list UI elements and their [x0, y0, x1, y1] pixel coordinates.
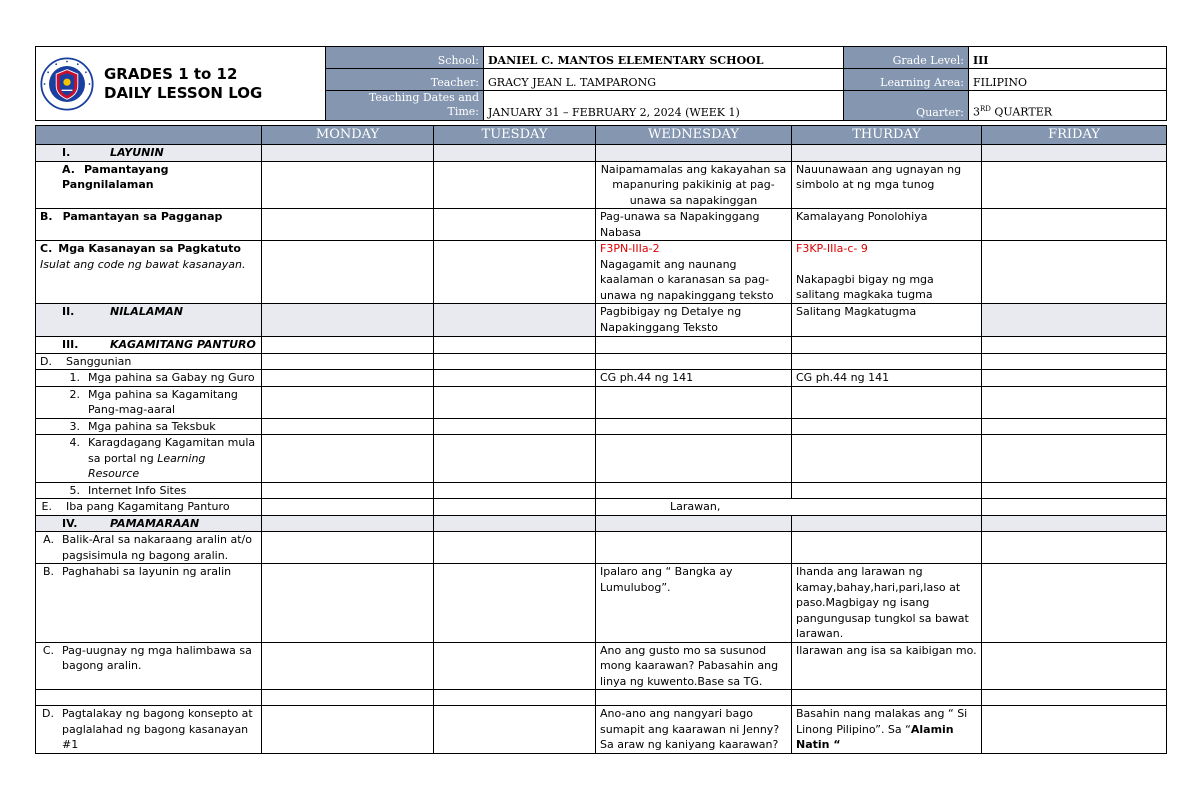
learning-area-value: FILIPINO — [969, 69, 1167, 91]
row-title: Mga Kasanayan sa Pagkatuto — [58, 242, 241, 255]
cell-fri — [982, 241, 1167, 304]
cell-wed: Ano-ano ang nangyari bago sumapit ang kaarawan ni Jenny?Sa araw ng kaniyang kaarawan? — [596, 706, 792, 754]
table-row — [36, 532, 1167, 564]
cell-fri — [982, 161, 1167, 209]
cell-wed — [596, 515, 792, 532]
cell-fri — [982, 209, 1167, 241]
cell-mon — [262, 690, 434, 706]
quarter-label: Quarter: — [844, 91, 969, 121]
cell-thu — [792, 515, 982, 532]
row-label — [36, 145, 262, 162]
teaching-dates-label-line1: Teaching Dates and — [368, 91, 479, 104]
row-label — [36, 642, 262, 690]
cell-mon — [262, 386, 434, 418]
cell-thu — [792, 532, 982, 564]
day-monday: MONDAY — [262, 126, 434, 145]
table-row — [36, 564, 1167, 643]
learning-area-label: Learning Area: — [844, 69, 969, 91]
row-title: Mga pahina sa Kagamitang Pang-mag-aaral — [88, 387, 238, 416]
cell-mon — [262, 161, 434, 209]
cell-tue — [434, 161, 596, 209]
row-title: Paghahabi sa layunin ng aralin — [62, 565, 232, 578]
day-wednesday: WEDNESDAY — [596, 126, 792, 145]
cell-thu — [792, 482, 982, 499]
table-row — [36, 386, 1167, 418]
title-line-2: DAILY LESSON LOG — [104, 83, 263, 102]
cell-wed — [596, 353, 792, 370]
row-label — [36, 532, 262, 564]
quarter-value — [969, 91, 1167, 121]
cell-wed — [596, 418, 792, 435]
row-label — [36, 482, 262, 499]
row-title: NILALAMAN — [110, 305, 184, 318]
cell-fri — [982, 499, 1167, 516]
competency-text: Nakapagbi bigay ng mga salitang magkaka tugma — [796, 272, 934, 301]
teacher-value: GRACY JEAN L. TAMPARONG — [484, 69, 844, 91]
cell-fri — [982, 337, 1167, 354]
cell-text-bold: Alamin Natin “ — [796, 722, 954, 751]
cell-thu — [792, 337, 982, 354]
table-row — [36, 304, 1167, 337]
cell-thu: Ihanda ang larawan ng kamay,bahay,hari,pari,laso at paso.Magbigay ng isang pangungusap tungkol sa bawat larawan. — [792, 564, 982, 643]
row-number: 1. — [69, 371, 80, 384]
row-title: Pagtalakay ng bagong konsepto at paglalahad ng bagong kasanayan #1 — [62, 707, 253, 751]
cell-wed: Ano ang gusto mo sa susunod mong kaarawan? Pabasahin ang linya ng kuwento.Base sa TG. — [596, 642, 792, 690]
table-row — [36, 515, 1167, 532]
cell-wed — [596, 241, 792, 304]
title-line-1: GRADES 1 to 12 — [104, 64, 238, 83]
cell-mon — [262, 241, 434, 304]
cell-fri — [982, 564, 1167, 643]
cell-thu — [792, 435, 982, 483]
cell-tue — [434, 482, 596, 499]
cell-tue — [434, 145, 596, 162]
cell-tue — [434, 499, 596, 516]
cell-tue — [434, 353, 596, 370]
row-number: E. — [41, 500, 52, 513]
cell-tue — [434, 532, 596, 564]
cell-fri — [982, 418, 1167, 435]
quarter-word: QUARTER — [990, 106, 1053, 119]
cell-tue — [434, 337, 596, 354]
row-label — [36, 209, 262, 241]
cell-fri — [982, 370, 1167, 387]
cell-wed: Naipamamalas ang kakayahan sa mapanuring pakikinig at pag-unawa sa napakinggan — [596, 161, 792, 209]
table-row — [36, 642, 1167, 690]
table-row — [36, 690, 1167, 706]
cell-fri — [982, 353, 1167, 370]
cell-tue — [434, 386, 596, 418]
cell-fri — [982, 435, 1167, 483]
cell-thu — [792, 353, 982, 370]
grade-level-value: III — [969, 47, 1167, 69]
cell-mon — [262, 353, 434, 370]
row-number: I. — [62, 146, 71, 159]
row-label — [36, 161, 262, 209]
row-label — [36, 564, 262, 643]
row-title: Iba pang Kagamitang Panturo — [66, 500, 230, 513]
table-row — [36, 337, 1167, 354]
teaching-dates-label-line2: Time: — [447, 105, 479, 118]
day-friday: FRIDAY — [982, 126, 1167, 145]
table-row — [36, 435, 1167, 483]
cell-fri — [982, 690, 1167, 706]
row-title: Sanggunian — [66, 354, 132, 368]
row-label — [36, 706, 262, 754]
row-number: IV. — [62, 516, 78, 530]
deped-seal-icon — [40, 57, 94, 111]
row-title-italic: Learning Resource — [88, 451, 206, 480]
quarter-number: 3 — [973, 106, 980, 119]
cell-thu — [792, 690, 982, 706]
cell-mon — [262, 370, 434, 387]
table-row — [36, 161, 1167, 209]
cell-thu: Salitang Magkatugma — [792, 304, 982, 337]
cell-wed — [596, 482, 792, 499]
cell-wed — [596, 386, 792, 418]
cell-thu — [792, 241, 982, 304]
cell-fri — [982, 304, 1167, 337]
row-number: D. — [40, 354, 52, 368]
cell-wed: Larawan, — [596, 499, 982, 516]
school-value: DANIEL C. MANTOS ELEMENTARY SCHOOL — [484, 47, 844, 69]
cell-mon — [262, 337, 434, 354]
cell-wed: CG ph.44 ng 141 — [596, 370, 792, 387]
teacher-label: Teacher: — [326, 69, 484, 91]
table-row — [36, 241, 1167, 304]
cell-thu: Ilarawan ang isa sa kaibigan mo. — [792, 642, 982, 690]
row-label — [36, 304, 262, 337]
cell-wed — [596, 435, 792, 483]
row-title: Mga pahina sa Gabay ng Guro — [88, 371, 255, 384]
row-title: Karagdagang Kagamitan mula sa portal ng — [88, 436, 256, 465]
cell-mon — [262, 209, 434, 241]
row-number: 4. — [69, 436, 80, 449]
day-header-row — [36, 126, 1167, 145]
cell-tue — [434, 435, 596, 483]
header-logo-cell — [36, 47, 326, 121]
row-label — [36, 386, 262, 418]
row-number: A. — [62, 162, 75, 176]
row-label — [36, 435, 262, 483]
row-label — [36, 515, 262, 532]
cell-fri — [982, 532, 1167, 564]
row-label — [36, 241, 262, 304]
cell-thu: Kamalayang Ponolohiya — [792, 209, 982, 241]
grade-level-label: Grade Level: — [844, 47, 969, 69]
row-title: Mga pahina sa Teksbuk — [88, 419, 216, 433]
row-number: B. — [42, 565, 54, 578]
cell-tue — [434, 690, 596, 706]
row-number: II. — [62, 305, 75, 318]
cell-mon — [262, 706, 434, 754]
row-number: III. — [62, 338, 79, 351]
cell-tue — [434, 241, 596, 304]
cell-mon — [262, 642, 434, 690]
cell-mon — [262, 532, 434, 564]
row-number: B. — [40, 210, 53, 223]
table-row — [36, 499, 1167, 516]
cell-mon — [262, 418, 434, 435]
row-label — [36, 418, 262, 435]
teaching-dates-value: JANUARY 31 – FEBRUARY 2, 2024 (WEEK 1) — [484, 91, 844, 121]
lesson-log-table — [35, 125, 1167, 754]
cell-fri — [982, 145, 1167, 162]
teaching-dates-label — [326, 91, 484, 121]
cell-thu: CG ph.44 ng 141 — [792, 370, 982, 387]
row-title: PAMAMARAAN — [110, 516, 200, 530]
row-label — [36, 499, 262, 516]
cell-tue — [434, 706, 596, 754]
school-label: School: — [326, 47, 484, 69]
cell-mon — [262, 145, 434, 162]
cell-mon — [262, 435, 434, 483]
row-title: KAGAMITANG PANTURO — [110, 338, 256, 351]
cell-thu: Nauunawaan ang ugnayan ng simbolo at ng mga tunog — [792, 161, 982, 209]
row-label — [36, 370, 262, 387]
row-number: C. — [42, 643, 54, 657]
competency-code: F3PN-IIIa-2 — [600, 242, 660, 255]
cell-tue — [434, 304, 596, 337]
row-title: Internet Info Sites — [88, 483, 187, 497]
cell-fri — [982, 642, 1167, 690]
day-tuesday: TUESDAY — [434, 126, 596, 145]
cell-text: Basahin nang malakas ang “ Si Linong Pilipino”. Sa “ — [796, 707, 968, 736]
table-row — [36, 706, 1167, 754]
cell-tue — [434, 370, 596, 387]
table-row — [36, 353, 1167, 370]
row-number: C. — [40, 242, 53, 255]
cell-mon — [262, 564, 434, 643]
day-thursday: THURDAY — [792, 126, 982, 145]
cell-wed: Ipalaro ang “ Bangka ay Lumulubog”. — [596, 564, 792, 643]
cell-fri — [982, 515, 1167, 532]
day-header-blank — [36, 126, 262, 145]
row-title: LAYUNIN — [110, 146, 164, 159]
cell-tue — [434, 515, 596, 532]
cell-mon — [262, 499, 434, 516]
cell-fri — [982, 482, 1167, 499]
cell-wed — [596, 145, 792, 162]
cell-wed — [596, 337, 792, 354]
row-title: Pag-uugnay ng mga halimbawa sa bagong aralin. — [62, 643, 252, 672]
cell-mon — [262, 515, 434, 532]
cell-thu — [792, 706, 982, 754]
cell-mon — [262, 304, 434, 337]
competency-code: F3KP-IIIa-c- 9 — [796, 242, 868, 255]
table-row — [36, 209, 1167, 241]
row-label — [36, 353, 262, 370]
competency-text: Nagagamit ang naunang kaalaman o karanasan sa pag-unawa ng napakinggang teksto — [600, 257, 774, 302]
cell-thu — [792, 145, 982, 162]
header-table — [35, 46, 1167, 121]
cell-tue — [434, 418, 596, 435]
row-subtitle: Isulat ang code ng bawat kasanayan. — [40, 257, 246, 271]
row-number: D. — [42, 707, 54, 720]
cell-mon — [262, 482, 434, 499]
row-number: 2. — [69, 387, 80, 401]
cell-wed: Pag-unawa sa Napakinggang Nabasa — [596, 209, 792, 241]
row-title: Pamantayang Pangnilalaman — [62, 162, 169, 191]
cell-thu — [792, 386, 982, 418]
cell-wed — [596, 690, 792, 706]
table-row — [36, 145, 1167, 162]
row-title: Pamantayan sa Pagganap — [62, 210, 223, 223]
row-title: Balik-Aral sa nakaraang aralin at/o pagsisimula ng bagong aralin. — [62, 533, 252, 562]
row-number: 3. — [69, 419, 80, 433]
cell-tue — [434, 642, 596, 690]
table-row — [36, 482, 1167, 499]
row-label — [36, 337, 262, 354]
cell-tue — [434, 564, 596, 643]
table-row — [36, 370, 1167, 387]
cell-fri — [982, 706, 1167, 754]
cell-thu — [792, 418, 982, 435]
table-row — [36, 418, 1167, 435]
cell-tue — [434, 209, 596, 241]
row-number: A. — [43, 533, 54, 546]
row-label — [36, 690, 262, 706]
cell-fri — [982, 386, 1167, 418]
cell-wed: Pagbibigay ng Detalye ng Napakinggang Teksto — [596, 304, 792, 337]
cell-wed — [596, 532, 792, 564]
quarter-suffix: RD — [980, 105, 991, 114]
row-number: 5. — [69, 483, 80, 497]
